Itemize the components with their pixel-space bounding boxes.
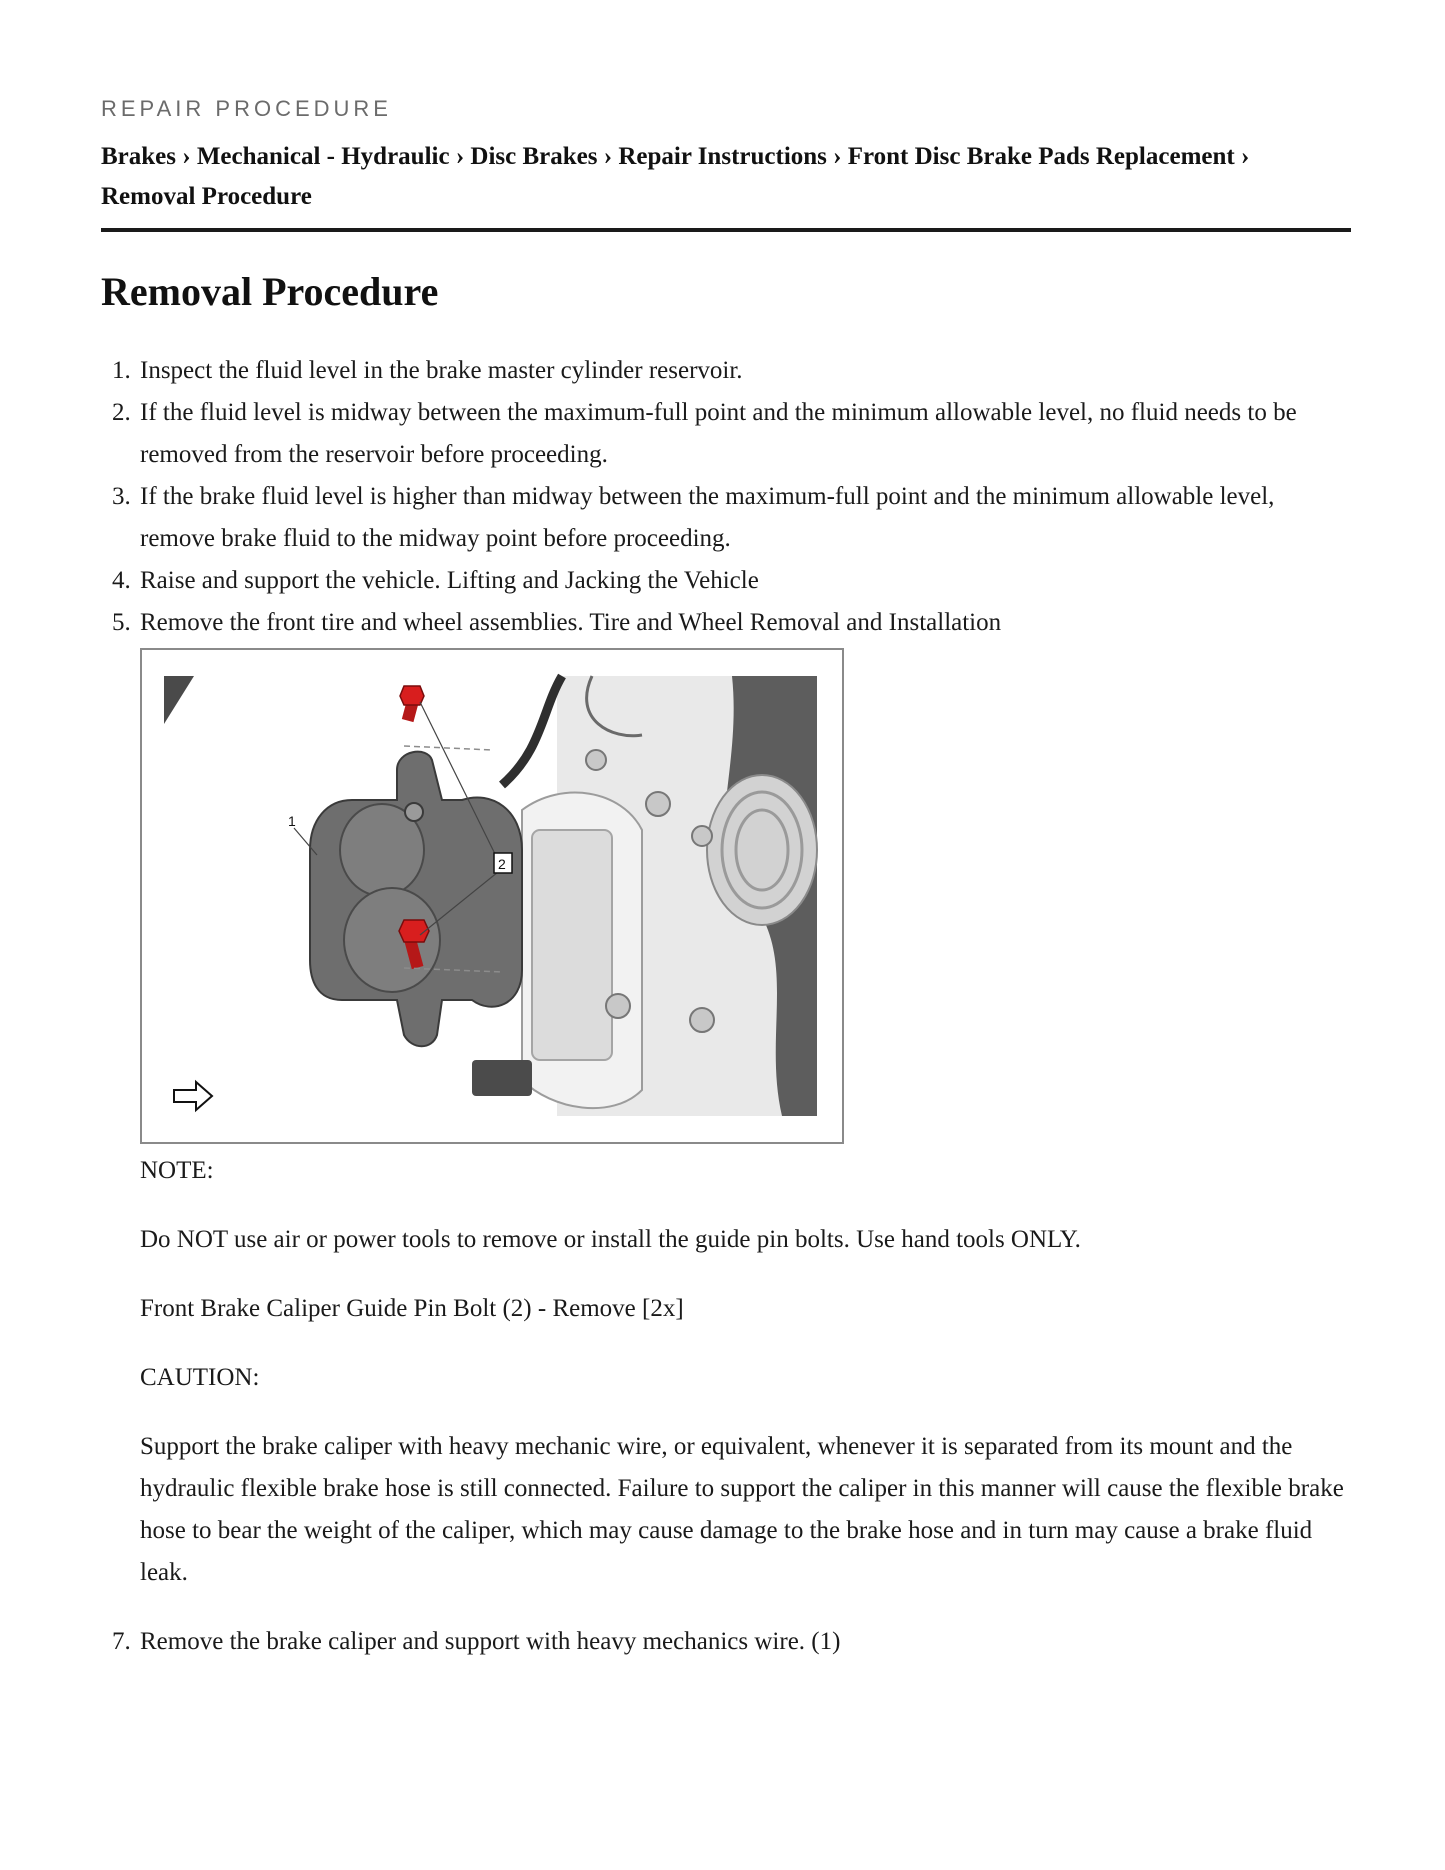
breadcrumb-item-pads-replacement[interactable]: Front Disc Brake Pads Replacement — [847, 143, 1235, 170]
step-text: If the fluid level is midway between the maximum-full point and the minimum allowable level, no fluid needs to be removed from the reservoir before proceeding. — [140, 399, 1297, 468]
step-item — [101, 350, 1351, 392]
page-title: Removal Procedure — [101, 269, 439, 314]
breadcrumb-item-brakes[interactable]: Brakes — [101, 143, 176, 170]
breadcrumb-item-removal-procedure[interactable]: Removal Procedure — [101, 183, 312, 210]
step-text: Raise and support the vehicle. Lifting and Jacking the Vehicle — [140, 567, 759, 594]
step-item — [101, 602, 1351, 644]
breadcrumb-separator: › — [603, 143, 613, 170]
step-number: 3. — [112, 483, 131, 510]
step-item — [101, 476, 1351, 560]
step-number: 4. — [112, 567, 131, 594]
brake-hose — [502, 676, 562, 785]
knuckle-bolt — [690, 1008, 714, 1032]
breadcrumb-item-mechanical-hydraulic[interactable]: Mechanical - Hydraulic — [196, 143, 450, 170]
view-indicator-icon — [164, 676, 194, 724]
breadcrumb-separator: › — [182, 143, 191, 170]
step-item — [101, 644, 1351, 1621]
leader-dashed — [404, 746, 492, 750]
caliper-illustration[interactable] — [140, 648, 844, 1144]
section-kicker: REPAIR PROCEDURE — [101, 96, 392, 121]
callout-1: 1 — [288, 813, 296, 829]
bleeder-valve — [405, 803, 423, 821]
step-number: 5. — [112, 609, 131, 636]
bracket-bolt — [606, 994, 630, 1018]
sensor-connector — [472, 1060, 532, 1096]
action-text: Front Brake Caliper Guide Pin Bolt (2) - Remove [2x] — [140, 1295, 684, 1322]
caliper-diagram — [142, 650, 842, 1142]
step-number: 7. — [112, 1628, 131, 1655]
note-label: NOTE: — [140, 1157, 214, 1184]
right-arrow-icon[interactable] — [174, 1082, 212, 1110]
breadcrumb-item-disc-brakes[interactable]: Disc Brakes — [470, 143, 598, 170]
note-text: Do NOT use air or power tools to remove or install the guide pin bolts. Use hand tools ONLY. — [140, 1226, 1081, 1253]
step-6-details — [140, 1150, 1351, 1621]
knuckle-bolt — [692, 826, 712, 846]
step-text: If the brake fluid level is higher than midway between the maximum-full point and the minimum allowable level, remove brake fluid to the midway point before proceeding. — [140, 483, 1275, 552]
bracket-bolt — [586, 750, 606, 770]
step-number: 2. — [112, 399, 131, 426]
breadcrumb-separator: › — [1240, 143, 1250, 170]
step-text: Remove the brake caliper and support with heavy mechanics wire. (1) — [140, 1628, 841, 1655]
knuckle-bolt — [646, 792, 670, 816]
step-number: 1. — [112, 357, 131, 384]
brake-pad — [532, 830, 612, 1060]
breadcrumb-separator: › — [833, 143, 842, 170]
step-text: Remove the front tire and wheel assemblies. Tire and Wheel Removal and Installation — [140, 609, 1002, 636]
header-divider — [101, 228, 1351, 232]
step-item — [101, 392, 1351, 476]
caution-label: CAUTION: — [140, 1364, 260, 1391]
caution-text: Support the brake caliper with heavy mechanic wire, or equivalent, whenever it is separated from its mount and the hydraulic flexible brake hose is still connected. Failure to support the caliper in this manner will cause the flexible brake hose to bear the weight of the caliper, which may cause damage to the brake hose and in turn may cause a brake fluid leak. — [140, 1433, 1344, 1586]
step-item — [101, 560, 1351, 602]
breadcrumb-item-repair-instructions[interactable]: Repair Instructions — [618, 143, 827, 170]
breadcrumb-separator: › — [455, 143, 465, 170]
step-text: Inspect the fluid level in the brake master cylinder reservoir. — [140, 357, 743, 384]
step-item — [101, 1621, 1351, 1663]
breadcrumb — [101, 137, 1351, 217]
callout-2: 2 — [498, 856, 506, 872]
procedure-steps — [101, 350, 1351, 1663]
